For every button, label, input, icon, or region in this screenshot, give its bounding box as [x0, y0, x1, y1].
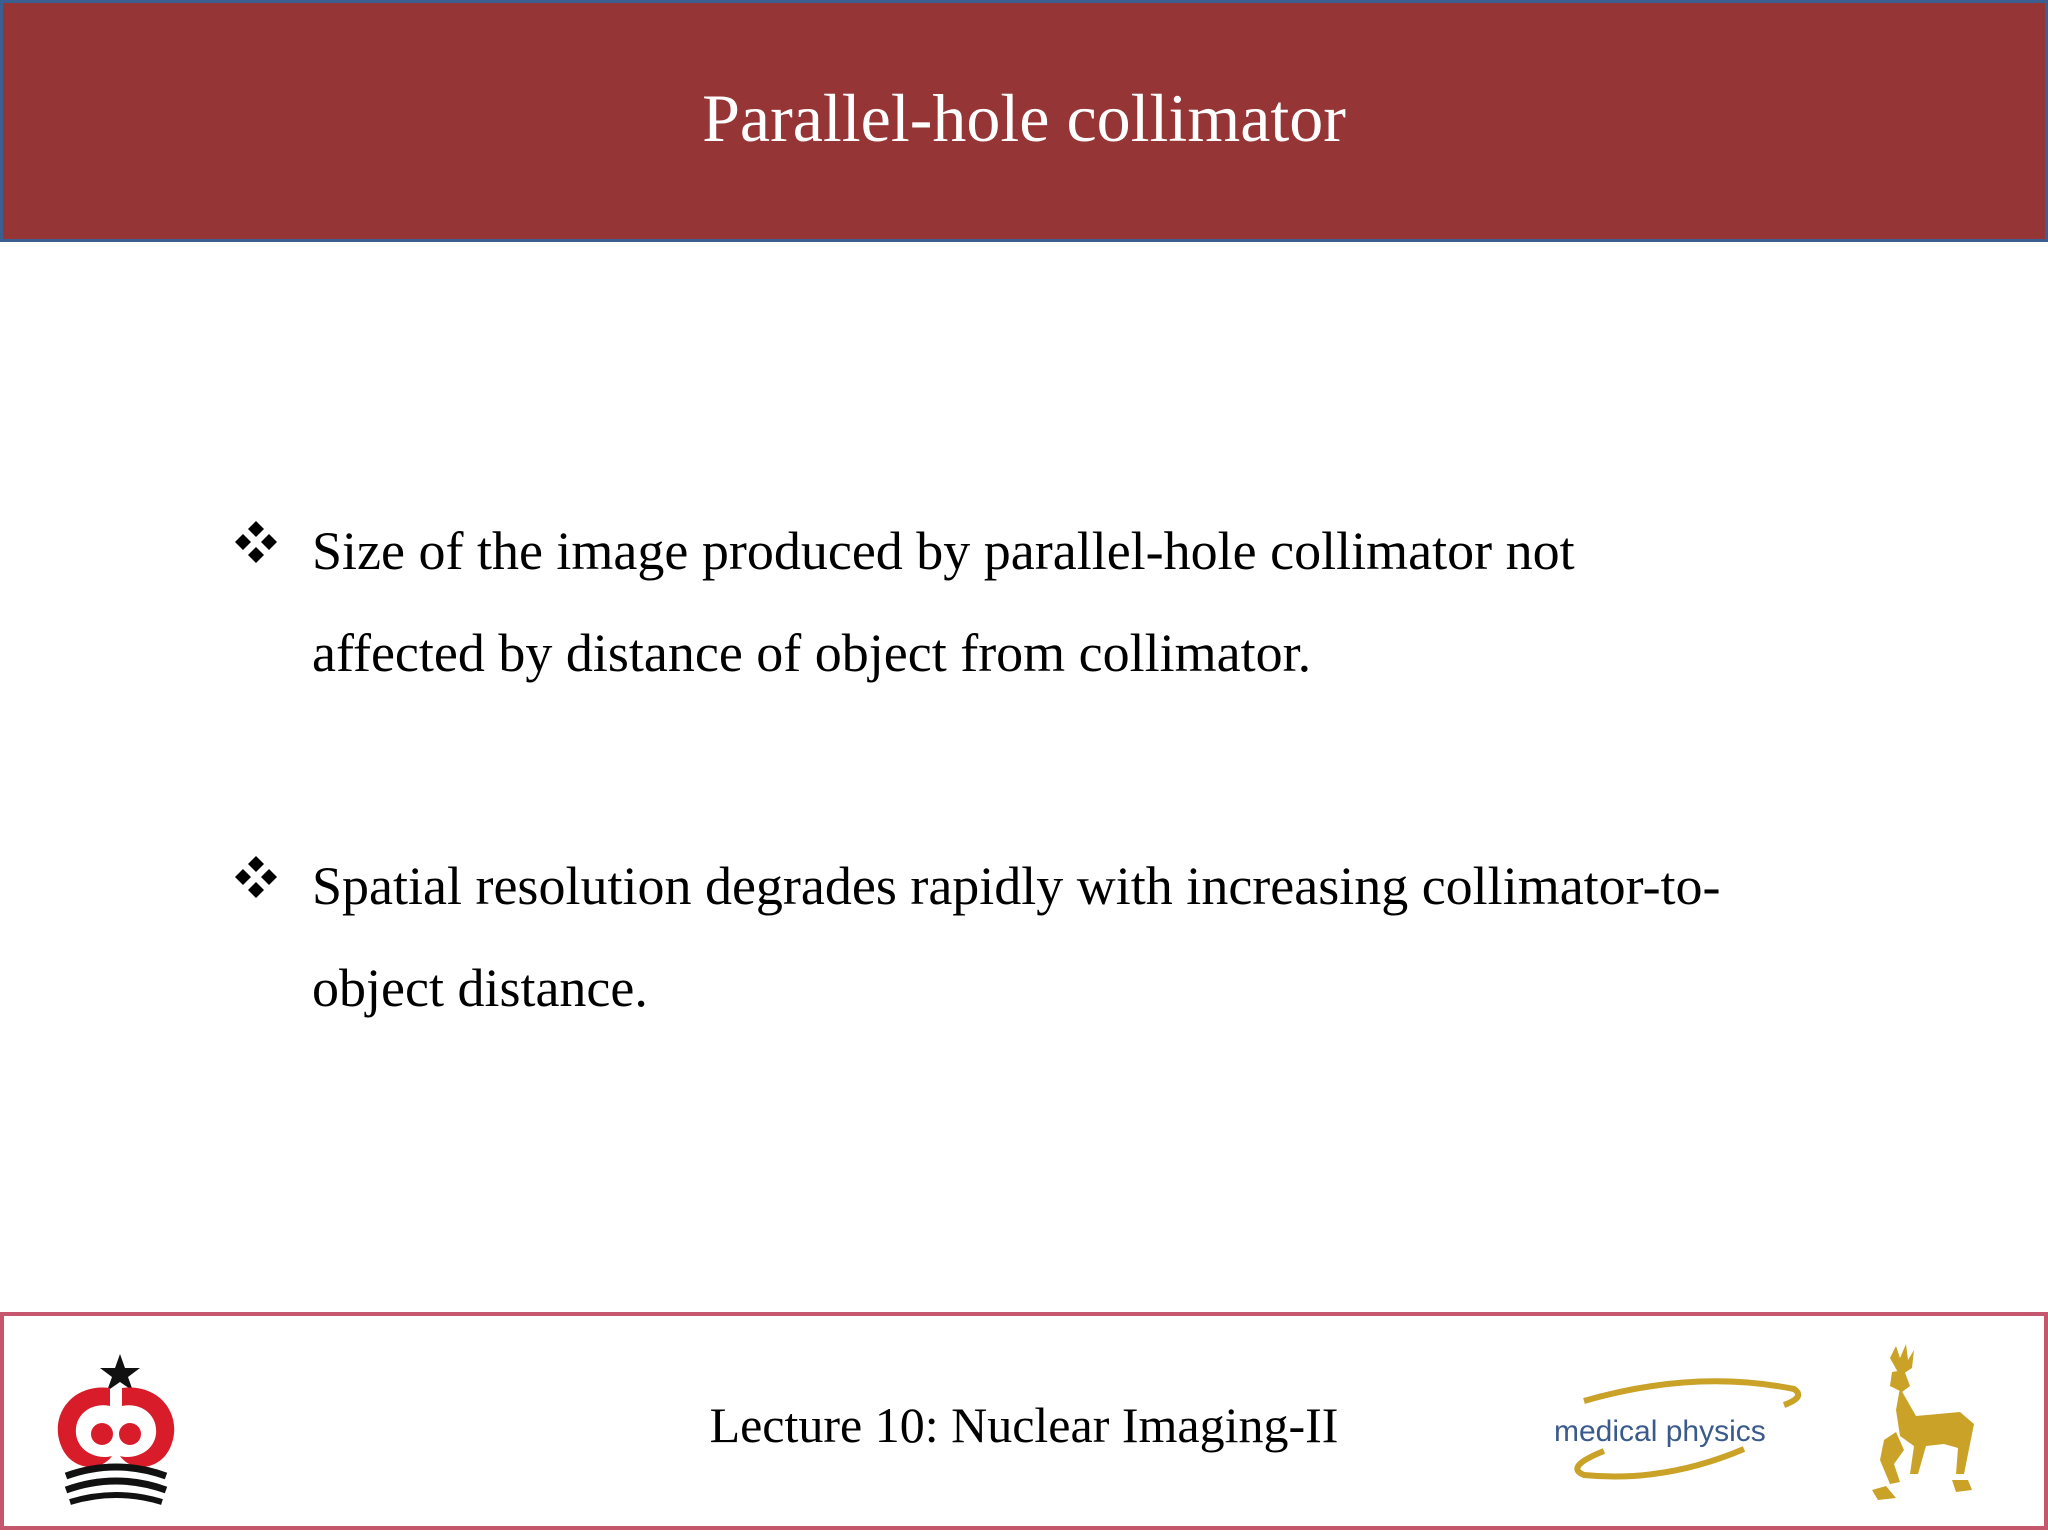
four-diamond-bullet-icon [234, 500, 312, 600]
four-diamond-bullet-icon [234, 835, 312, 935]
slide-title: Parallel-hole collimator [702, 79, 1346, 156]
bullet-item [234, 500, 1894, 704]
bullet-text [312, 835, 1721, 1039]
bullet-line: object distance. [312, 958, 648, 1018]
deer-crest-icon [1856, 1340, 1986, 1510]
lecture-label: Lecture 10: Nuclear Imaging-II [709, 1397, 1339, 1453]
bullet-line: Spatial resolution degrades rapidly with increasing collimator-to- [312, 856, 1721, 916]
medical-physics-logo-text: medical physics [1554, 1415, 1766, 1448]
bullet-line: affected by distance of object from collimator. [312, 623, 1312, 683]
footer [0, 1312, 2048, 1530]
bullet-line: Size of the image produced by parallel-hole collimator not [312, 521, 1575, 581]
bullet-text [312, 500, 1575, 704]
bullet-item [234, 835, 1894, 1039]
medical-physics-logo [1544, 1371, 1834, 1481]
